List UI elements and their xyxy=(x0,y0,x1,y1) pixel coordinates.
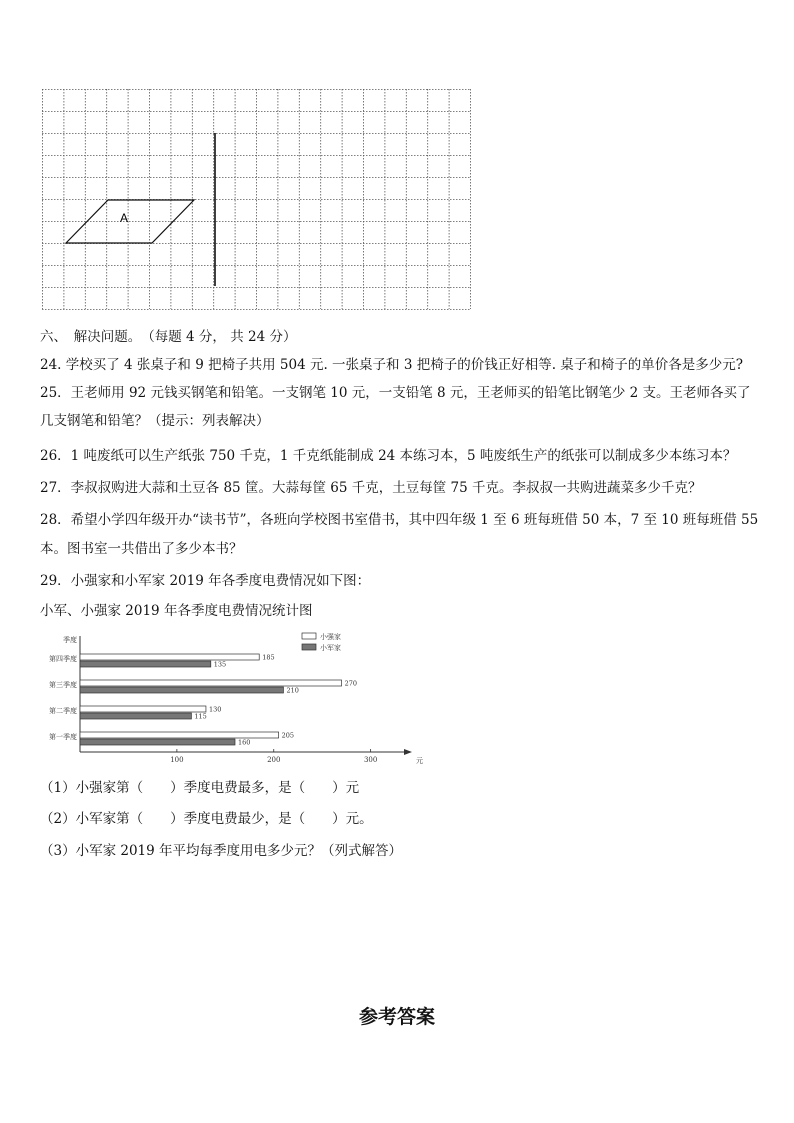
chart-title: 小军、小强家 2019 年各季度电费情况统计图 xyxy=(40,603,313,619)
category-label: 第四季度 xyxy=(49,655,77,663)
data-label: 270 xyxy=(344,679,357,688)
problem-28-line1: 28．希望小学四年级开办“读书节”，各班向学校图书室借书，其中四年级 1 至 6 班每班借 50 本，7 至 10 班每班借 55 xyxy=(40,512,759,528)
bar xyxy=(80,713,191,719)
legend-swatch xyxy=(302,644,316,650)
category-label: 第二季度 xyxy=(49,707,77,715)
data-label: 130 xyxy=(208,705,222,714)
x-tick-label: 100 xyxy=(170,756,184,764)
bar-chart xyxy=(40,630,430,772)
data-label: 115 xyxy=(194,712,207,721)
chart-svg xyxy=(40,630,430,772)
x-tick-label: 200 xyxy=(267,756,281,764)
question-1: （1）小强家第（ ）季度电费最多，是（ ）元 xyxy=(40,780,360,796)
category-label: 第一季度 xyxy=(49,733,77,741)
shape-label-a: A xyxy=(120,211,129,225)
bar xyxy=(80,680,342,686)
x-axis-label: 元 xyxy=(416,757,423,765)
bar xyxy=(80,732,279,738)
bar xyxy=(80,654,259,660)
problem-27: 27．李叔叔购进大蒜和土豆各 85 筐。大蒜每筐 65 千克，土豆每筐 75 千克。李叔叔一共购进蔬菜多少千克？ xyxy=(40,480,702,496)
question-3: （3）小军家 2019 年平均每季度用电多少元？（列式解答） xyxy=(40,843,403,859)
problem-29: 29．小强家和小军家 2019 年各季度电费情况如下图： xyxy=(40,573,371,589)
problem-24: 24. 学校买了 4 张桌子和 9 把椅子共用 504 元. 一张桌子和 3 把椅子的价钱正好相等. 桌子和椅子的单价各是多少元? xyxy=(40,357,744,373)
bar xyxy=(80,739,235,745)
legend-label: 小强家 xyxy=(320,633,341,641)
bar xyxy=(80,687,283,693)
data-label: 160 xyxy=(238,738,251,747)
data-label: 185 xyxy=(262,653,275,662)
data-label: 210 xyxy=(286,686,299,695)
y-axis-label: 季度 xyxy=(63,636,77,644)
category-label: 第三季度 xyxy=(49,681,77,689)
legend-swatch xyxy=(302,633,316,639)
grid-svg xyxy=(42,89,472,311)
grid-figure xyxy=(42,89,472,311)
problem-28-line2: 本。图书室一共借出了多少本书？ xyxy=(40,541,243,557)
data-label: 135 xyxy=(213,660,227,669)
dotted-grid xyxy=(42,89,471,310)
problem-26: 26．1 吨废纸可以生产纸张 750 千克，1 千克纸能制成 24 本练习本，5 吨废纸生产的纸张可以制成多少本练习本？ xyxy=(40,448,737,464)
legend-label: 小军家 xyxy=(320,644,341,652)
data-label: 205 xyxy=(281,731,295,740)
x-axis-arrow xyxy=(404,749,412,755)
bar xyxy=(80,706,206,712)
answers-title: 参考答案 xyxy=(358,1006,435,1028)
bar xyxy=(80,661,211,667)
problem-25-line1: 25．王老师用 92 元钱买钢笔和铅笔。一支钢笔 10 元，一支铅笔 8 元，王老师买的铅笔比钢笔少 2 支。王老师各买了 xyxy=(40,385,751,401)
x-tick-label: 300 xyxy=(363,756,378,764)
section-heading: 六、 解决问题。 （每题 4 分， 共 24 分） xyxy=(40,329,297,345)
problem-25-line2: 几支钢笔和铅笔？（提示：列表解决） xyxy=(40,413,270,429)
question-2: （2）小军家第（ ）季度电费最少，是（ ）元。 xyxy=(40,811,373,827)
